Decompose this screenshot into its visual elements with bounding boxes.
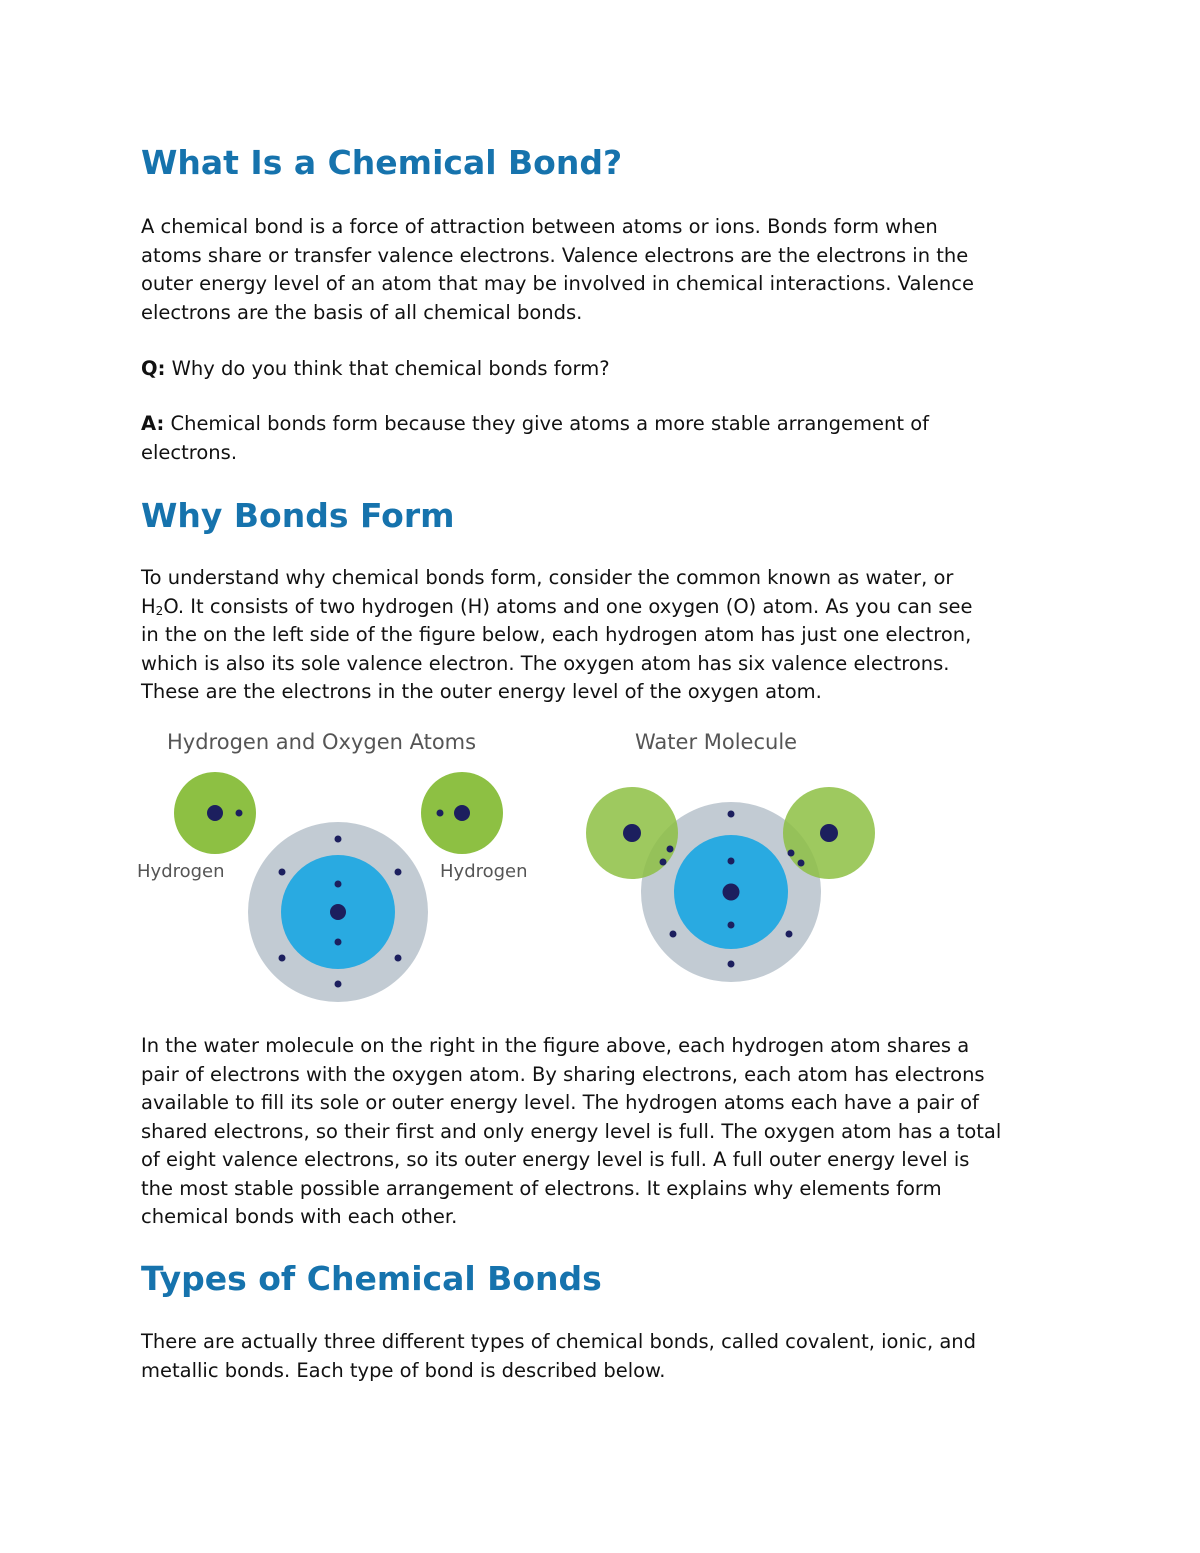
paragraph-definition <box>141 213 1071 327</box>
hydrogen-label-right: Hydrogen <box>440 861 528 882</box>
figure-title-water: Water Molecule <box>635 730 798 754</box>
text-line: metallic bonds. Each type of bond is described below. <box>141 1358 666 1382</box>
question-label: Q: <box>141 357 166 380</box>
text-line: outer energy level of an atom that may be involved in chemical interactions. Valence <box>141 272 974 295</box>
text-line: of eight valence electrons, so its outer energy level is full. A full outer energy level is <box>141 1148 970 1171</box>
heading-why-bonds-form: Why Bonds Form <box>141 496 455 535</box>
formula-h: H <box>141 594 156 618</box>
text-line: electrons are the basis of all chemical bonds. <box>141 300 583 324</box>
text-line: which is also its sole valence electron. The oxygen atom has six valence electrons. <box>141 651 950 675</box>
figure-title-atoms: Hydrogen and Oxygen Atoms <box>167 730 477 754</box>
paragraph-water-intro <box>141 564 1071 707</box>
paragraph-bond-types <box>141 1328 1071 1385</box>
text-line: available to fill its sole or outer energy level. The hydrogen atoms each have a pair of <box>141 1091 979 1114</box>
text-line: A chemical bond is a force of attraction between atoms or ions. Bonds form when <box>141 215 938 238</box>
hydrogen-label-left: Hydrogen <box>137 861 225 882</box>
answer-paragraph <box>141 410 1071 467</box>
formula-subscript: 2 <box>155 603 164 618</box>
text-line: O. It consists of two hydrogen (H) atoms and one oxygen (O) atom. As you can see <box>163 594 973 618</box>
question-paragraph <box>141 355 1071 384</box>
water-molecule-figure <box>135 722 877 1002</box>
question-text: Why do you think that chemical bonds form? <box>165 357 610 380</box>
answer-text-cont: electrons. <box>141 440 238 464</box>
text-line: These are the electrons in the outer energy level of the oxygen atom. <box>141 680 822 703</box>
text-line: the most stable possible arrangement of electrons. It explains why elements form <box>141 1176 942 1200</box>
text-line: pair of electrons with the oxygen atom. By sharing electrons, each atom has electrons <box>141 1062 985 1086</box>
text-line: To understand why chemical bonds form, consider the common known as water, or <box>141 566 954 589</box>
heading-types-of-bonds: Types of Chemical Bonds <box>141 1259 602 1298</box>
oxygen-atom <box>248 822 428 1002</box>
answer-text: Chemical bonds form because they give atoms a more stable arrangement of <box>164 412 930 435</box>
text-line: chemical bonds with each other. <box>141 1205 458 1228</box>
answer-label: A: <box>141 412 165 435</box>
text-line: in the on the left side of the figure below, each hydrogen atom has just one electron, <box>141 623 972 646</box>
heading-what-is-chemical-bond: What Is a Chemical Bond? <box>141 143 623 182</box>
text-line: There are actually three different types of chemical bonds, called covalent, ionic, and <box>141 1330 977 1353</box>
text-line: atoms share or transfer valence electrons. Valence electrons are the electrons in the <box>141 243 969 267</box>
hydrogen-atom-left <box>174 772 256 854</box>
hydrogen-atom-right <box>421 772 503 854</box>
text-line: In the water molecule on the right in the figure above, each hydrogen atom shares a <box>141 1034 970 1057</box>
text-line: shared electrons, so their first and only energy level is full. The oxygen atom has a total <box>141 1119 1002 1143</box>
paragraph-water-explanation <box>141 1032 1071 1232</box>
